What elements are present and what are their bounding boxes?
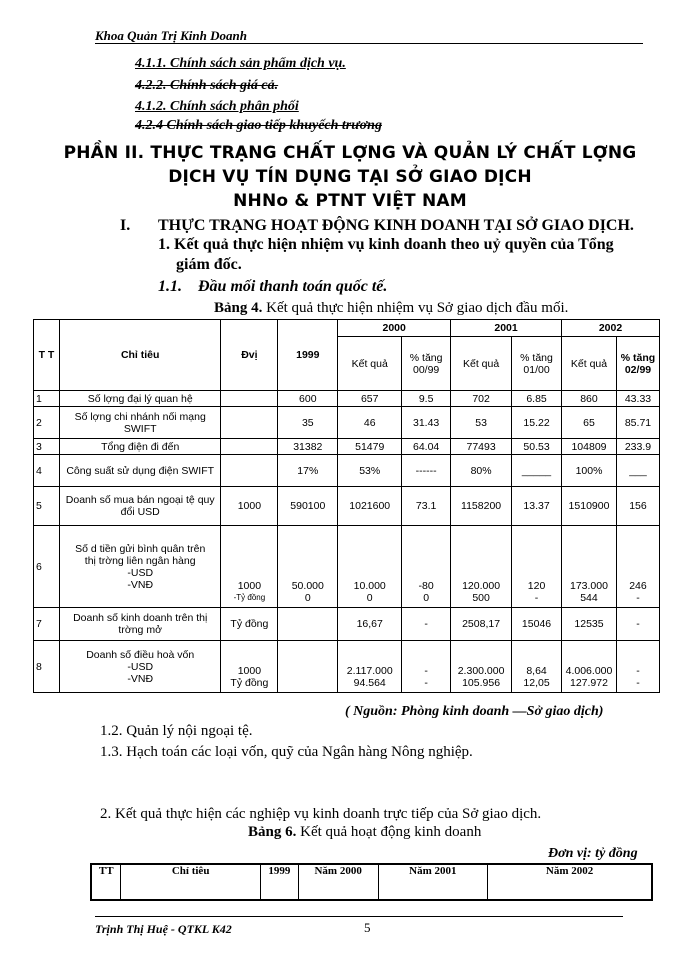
cell: 51479 (338, 439, 402, 455)
item-1-line-1: 1. Kết quả thực hiện nhiệm vụ kinh doanh theo uỷ quyền của Tổng (158, 236, 614, 253)
page-header: Khoa Quản Trị Kinh Doanh (95, 28, 247, 43)
cell: 100% (562, 455, 617, 487)
cell (562, 526, 617, 608)
cell: 1510900 (562, 487, 617, 526)
t6-th-1999: 1999 (260, 864, 298, 900)
cell-line: Số d tiền gửi bình quân trên (75, 542, 206, 555)
cell (59, 526, 221, 608)
cell: ------ (402, 455, 451, 487)
cell (512, 526, 562, 608)
cell-line: 127.972 (570, 677, 608, 689)
cell (451, 526, 512, 608)
cell: 73.1 (402, 487, 451, 526)
table-row (34, 487, 660, 526)
cell-line: - (636, 592, 640, 604)
table6-caption (248, 824, 481, 841)
cell: 80% (451, 455, 512, 487)
cell-line: - (534, 592, 539, 604)
cell (221, 439, 278, 455)
toc-item-4[interactable]: 4.2.4 Chính sách giao tiếp khuyếch trương (135, 118, 382, 133)
table4-caption (214, 300, 568, 317)
cell-line: 544 (580, 592, 598, 604)
cell: 860 (562, 391, 617, 407)
cell-line: -VNĐ (127, 672, 154, 685)
cell (221, 641, 278, 693)
cell (616, 641, 659, 693)
cell: 1000 (221, 487, 278, 526)
cell-line: 105.956 (462, 677, 501, 689)
table-4 (33, 319, 660, 693)
cell: - (402, 608, 451, 641)
part-title-line-3: NHNo & PTNT VIỆT NAM (233, 191, 467, 211)
cell: 6 (34, 526, 60, 608)
cell: 233.9 (616, 439, 659, 455)
table4-caption-text: Kết quả thực hiện nhiệm vụ Sở giao dịch đầu mối. (262, 300, 569, 316)
cell: 1 (34, 391, 60, 407)
th-pct-2002: % tăng 02/99 (616, 337, 659, 391)
cell: 31.43 (402, 407, 451, 439)
cell-line: 10.000 (353, 580, 386, 592)
cell-line: -VNĐ (127, 578, 154, 591)
table-row (34, 526, 660, 608)
part-title-line-2: DỊCH VỤ TÍN DỤNG TẠI SỞ GIAO DỊCH (168, 167, 532, 187)
cell: 156 (616, 487, 659, 526)
cell: 1158200 (451, 487, 512, 526)
cell: 17% (278, 455, 338, 487)
footer-rule (95, 916, 623, 917)
th-ket-qua-2001: Kết quả (451, 337, 512, 391)
cell: 702 (451, 391, 512, 407)
cell: 64.04 (402, 439, 451, 455)
cell: 3 (34, 439, 60, 455)
cell: Tỷ đồng (221, 608, 278, 641)
cell (338, 641, 402, 693)
th-dvi: Đvị (221, 320, 278, 391)
cell (221, 455, 278, 487)
table4-source: ( Nguồn: Phòng kinh doanh —Sở giao dịch) (345, 704, 604, 719)
th-ket-qua-2002: Kết quả (562, 337, 617, 391)
cell: Số lợng đại lý quan hệ (59, 391, 221, 407)
th-pct-2000: % tăng 00/99 (402, 337, 451, 391)
table-6 (90, 863, 653, 901)
cell (616, 526, 659, 608)
cell (221, 391, 278, 407)
cell: 600 (278, 391, 338, 407)
cell (221, 526, 278, 608)
cell: - (616, 608, 659, 641)
table6-caption-label: Bảng 6. (248, 824, 297, 840)
cell: 7 (34, 608, 60, 641)
cell: 50.53 (512, 439, 562, 455)
table4-caption-label: Bảng 4. (214, 300, 263, 316)
cell-line: -USD (127, 660, 154, 673)
cell: 65 (562, 407, 617, 439)
cell (562, 641, 617, 693)
cell: 12535 (562, 608, 617, 641)
cell-line: 500 (472, 592, 490, 604)
item-1-3: 1.3. Hạch toán các loại vốn, quỹ của Ngân hàng Nông nghiệp. (100, 744, 473, 760)
item-2: 2. Kết quả thực hiện các nghiệp vụ kinh doanh trực tiếp của Sở giao dịch. (100, 806, 542, 822)
cell: 13.37 (512, 487, 562, 526)
cell: 5 (34, 487, 60, 526)
th-pct-2001: % tăng 01/00 (512, 337, 562, 391)
cell-line: 120.000 (462, 580, 501, 592)
cell: 15046 (512, 608, 562, 641)
cell: Doanh số mua bán ngoại tệ quy đổi USD (59, 487, 221, 526)
cell: 46 (338, 407, 402, 439)
cell: 53 (451, 407, 512, 439)
part-title-line-1: PHẦN II. THỰC TRẠNG CHẤT LỢNG VÀ QUẢN LÝ CHẤT LỢNG (63, 143, 637, 163)
cell (512, 641, 562, 693)
section-heading: THỰC TRẠNG HOẠT ĐỘNG KINH DOANH TẠI SỞ GIAO DỊCH. (158, 217, 634, 234)
table-row (34, 455, 660, 487)
cell-line: 1000 (237, 665, 262, 677)
th-2002: 2002 (562, 320, 660, 337)
table-row (34, 608, 660, 641)
cell-line: Doanh số điều hoà vốn (86, 648, 195, 661)
cell: Tổng điện đi đến (59, 439, 221, 455)
cell: 43.33 (616, 391, 659, 407)
header-rule (95, 43, 643, 44)
cell-line: 1000 (237, 580, 262, 592)
cell-line: 94.564 (353, 677, 386, 689)
page-footer: Trịnh Thị Huệ - QTKL K42 (95, 922, 232, 936)
cell (59, 641, 221, 693)
cell-line: 50.000 (291, 580, 324, 592)
cell-line: - (424, 665, 428, 677)
th-1999: 1999 (278, 320, 338, 391)
cell-line: -Tỷ đồng (233, 593, 266, 602)
t6-th-2001: Năm 2001 (378, 864, 488, 900)
item-1-line-2: giám đốc. (176, 256, 242, 273)
cell: 77493 (451, 439, 512, 455)
cell-line: 173.000 (570, 580, 608, 592)
table-row (34, 391, 660, 407)
cell: 590100 (278, 487, 338, 526)
cell: Doanh số kinh doanh trên thị trờng mở (59, 608, 221, 641)
table-row (34, 439, 660, 455)
cell: 6.85 (512, 391, 562, 407)
cell-line: 120 (527, 580, 546, 592)
th-2001: 2001 (451, 320, 562, 337)
item-1-2: 1.2. Quản lý nội ngoại tệ. (100, 723, 253, 739)
cell: Công suất sử dụng điện SWIFT (59, 455, 221, 487)
cell (278, 608, 338, 641)
cell-line: 0 (423, 592, 430, 604)
table-row (34, 407, 660, 439)
cell: 1021600 (338, 487, 402, 526)
cell: 35 (278, 407, 338, 439)
cell-line: 4.006.000 (565, 665, 613, 677)
cell: 2 (34, 407, 60, 439)
cell (278, 641, 338, 693)
cell (451, 641, 512, 693)
cell-line: 0 (304, 592, 311, 604)
cell: 2508,17 (451, 608, 512, 641)
th-ket-qua-2000: Kết quả (338, 337, 402, 391)
th-chi-tieu: Chỉ tiêu (59, 320, 221, 391)
cell (221, 407, 278, 439)
t6-th-chi-tieu: Chỉ tiêu (121, 864, 260, 900)
table6-caption-text: Kết quả hoạt động kinh doanh (296, 824, 482, 840)
cell-line: Tỷ đồng (230, 677, 269, 689)
th-tt: T T (34, 320, 60, 391)
cell-line: -USD (127, 566, 154, 579)
cell: ___ (616, 455, 659, 487)
t6-th-2002: Năm 2002 (488, 864, 652, 900)
cell: 53% (338, 455, 402, 487)
cell-line: 2.300.000 (457, 665, 505, 677)
cell: 8 (34, 641, 60, 693)
cell-line: - (636, 677, 640, 689)
toc-item-1[interactable]: 4.1.1. Chính sách sản phẩm dịch vụ. (135, 56, 346, 71)
cell-line: 0 (366, 592, 373, 604)
cell: 85.71 (616, 407, 659, 439)
cell: 31382 (278, 439, 338, 455)
cell: _____ (512, 455, 562, 487)
unit-label: Đơn vị: tỷ đồng (548, 846, 638, 861)
cell (278, 526, 338, 608)
cell (402, 526, 451, 608)
t6-th-2000: Năm 2000 (298, 864, 378, 900)
cell-line: - (636, 665, 640, 677)
cell: 4 (34, 455, 60, 487)
cell: 657 (338, 391, 402, 407)
toc-item-2[interactable]: 4.2.2. Chính sách giá cả. (135, 78, 279, 93)
th-2000: 2000 (338, 320, 451, 337)
toc-item-3[interactable]: 4.1.2. Chính sách phân phối (135, 99, 299, 114)
cell: 104809 (562, 439, 617, 455)
table-row (34, 641, 660, 693)
page-number: 5 (364, 920, 371, 935)
section-number: I. (120, 217, 131, 234)
item-1-1-number: 1.1. (158, 278, 182, 295)
item-1-1-heading: Đầu mối thanh toán quốc tế. (198, 278, 388, 295)
cell: Số lợng chi nhánh nối mạng SWIFT (59, 407, 221, 439)
cell-line: thị trờng liên ngân hàng (84, 554, 196, 567)
cell (402, 641, 451, 693)
cell: 15.22 (512, 407, 562, 439)
cell (338, 526, 402, 608)
cell-line: 2.117.000 (346, 665, 393, 677)
t6-th-tt: TT (91, 864, 121, 900)
cell: 9.5 (402, 391, 451, 407)
cell-line: 12,05 (523, 677, 550, 689)
cell: 16,67 (338, 608, 402, 641)
cell-line: 246 (629, 580, 647, 592)
cell-line: -80 (418, 580, 434, 592)
cell-line: 8,64 (526, 665, 547, 677)
cell-line: - (424, 677, 428, 689)
